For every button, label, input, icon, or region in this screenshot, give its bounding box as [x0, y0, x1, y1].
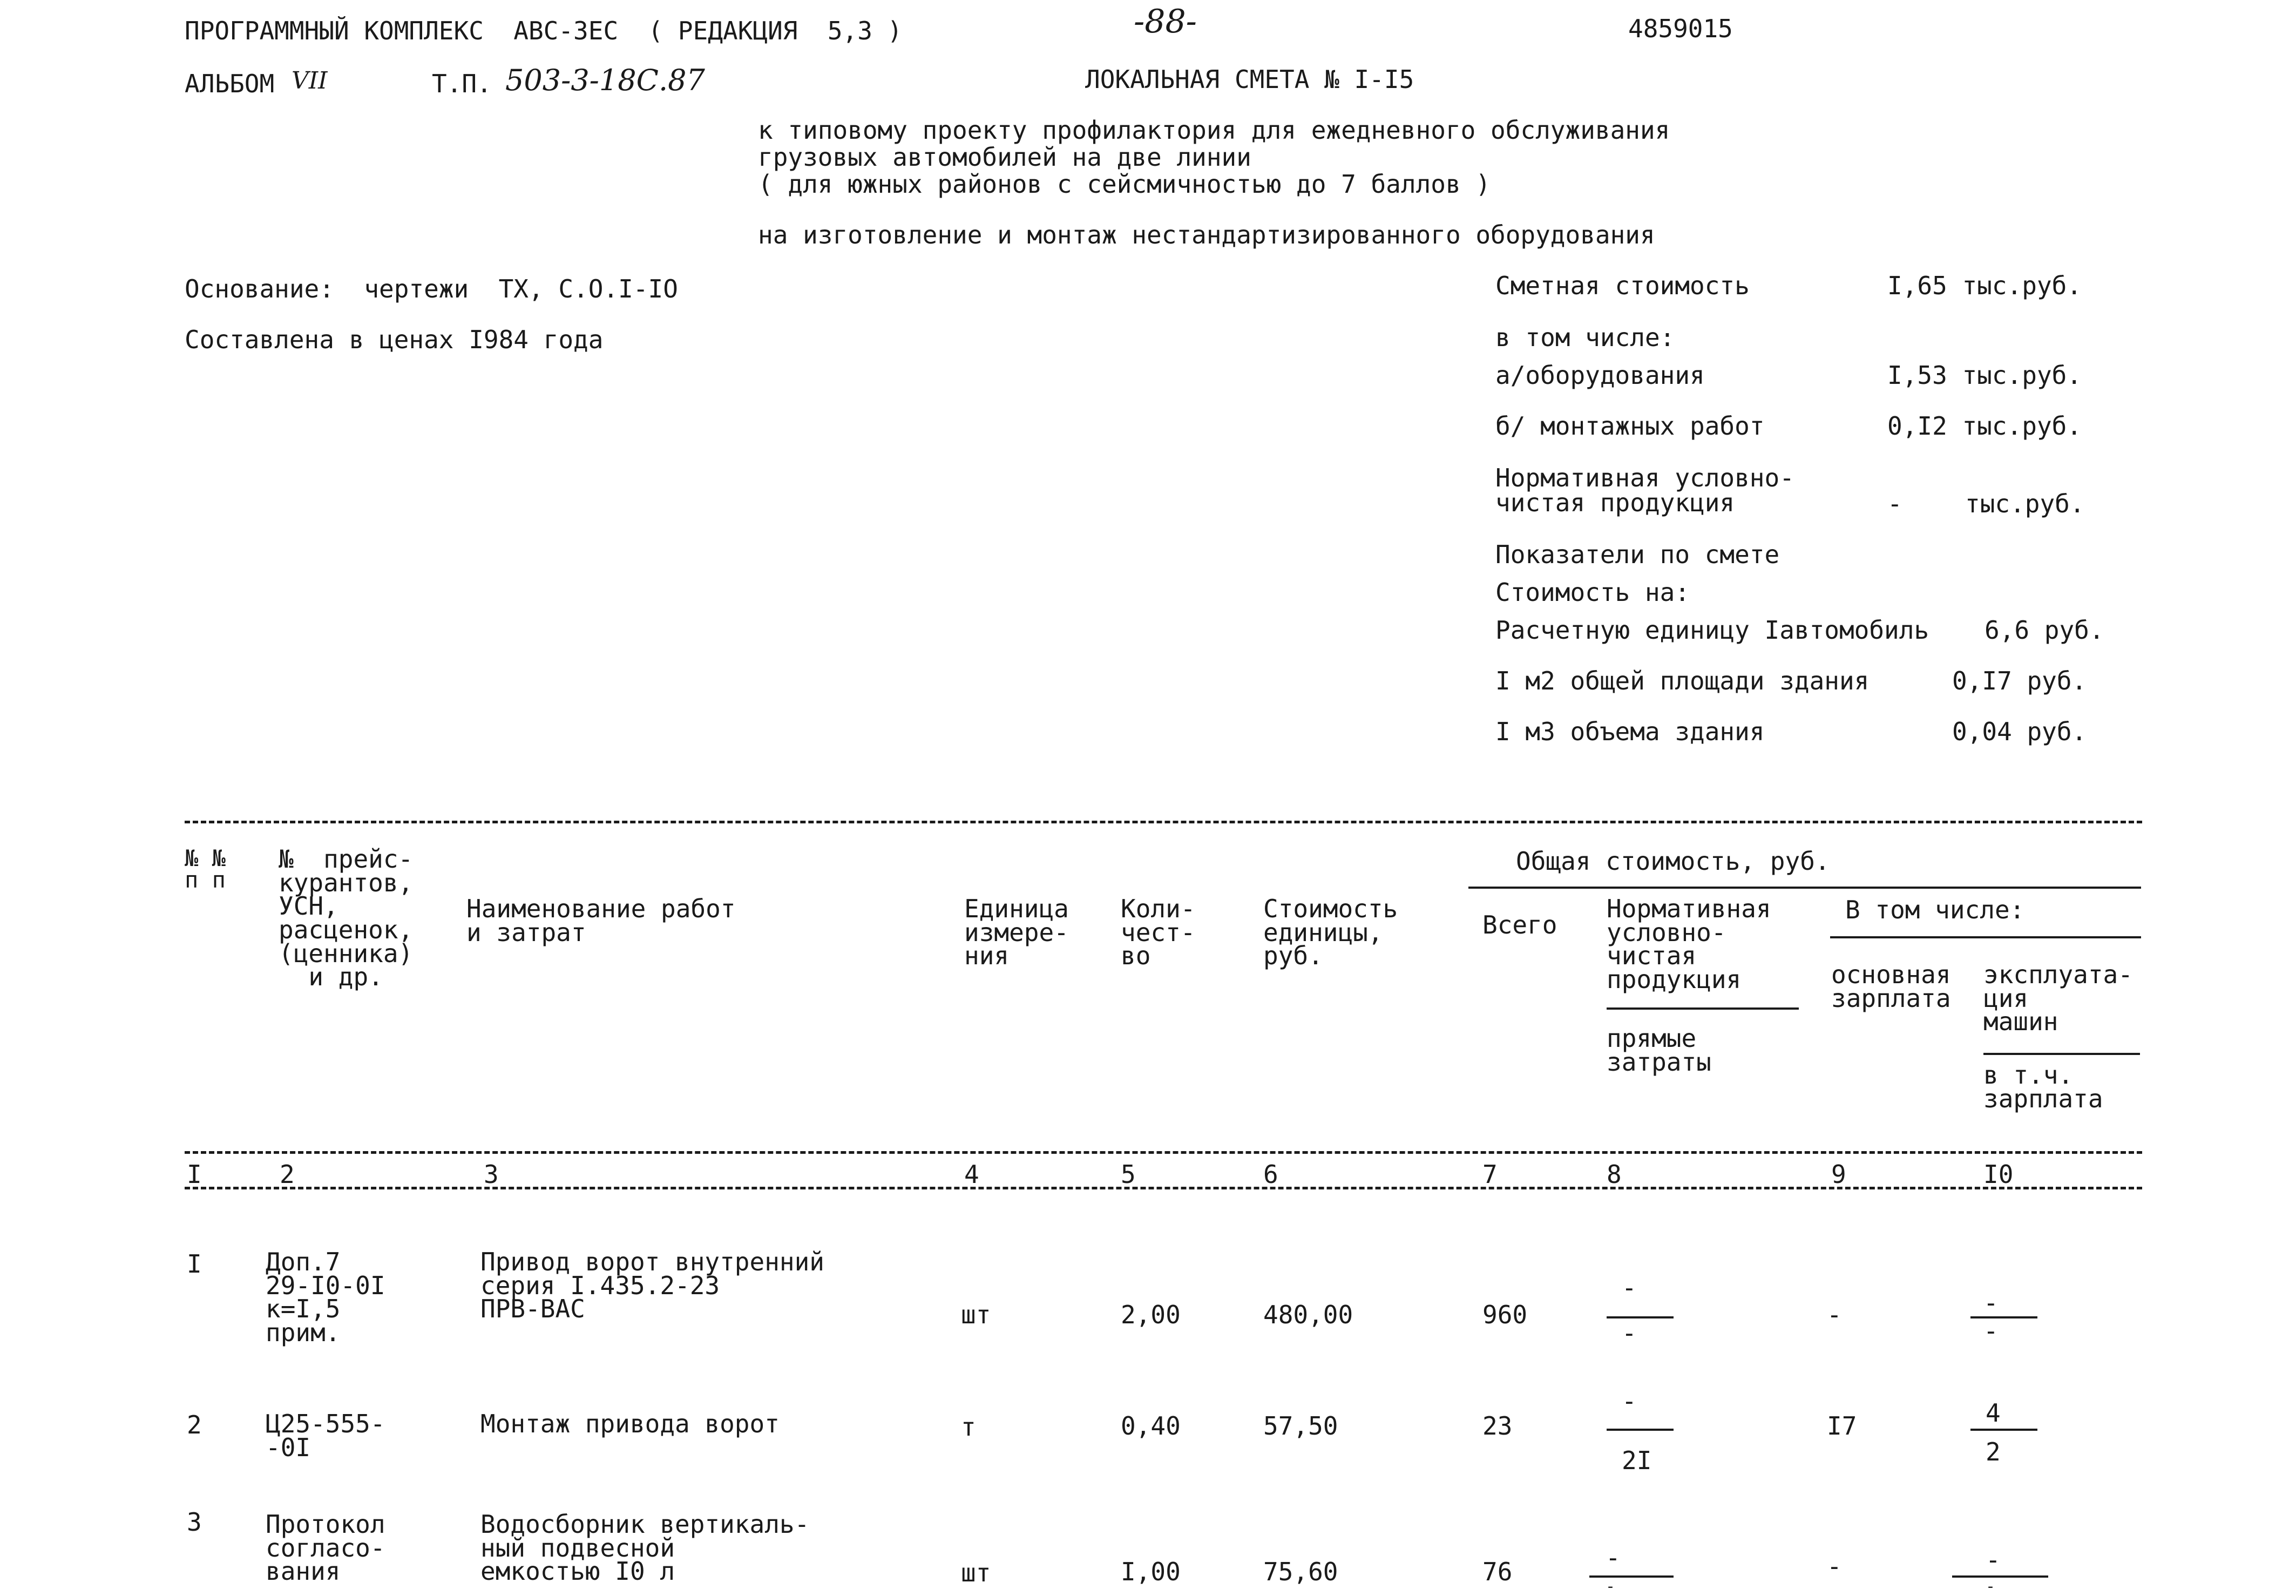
row-total: 23 [1482, 1411, 1513, 1441]
col8b-header: прямые затраты [1607, 1024, 1711, 1077]
row-normative-top: - [1606, 1543, 1621, 1572]
colnum-5: 5 [1121, 1160, 1136, 1189]
subtitle-line-1: к типовому проекту профилактория для ежедневного обслуживания [758, 116, 1670, 145]
row-qty: 0,40 [1121, 1411, 1181, 1441]
col8-header: Нормативная условно- чистая продукция [1607, 894, 1771, 995]
normative-label-1: Нормативная условно- [1495, 463, 1794, 492]
colnum-3: 3 [484, 1160, 499, 1189]
col6-header: Стоимость единицы, руб. [1263, 894, 1398, 971]
colnum-bottom-rule [185, 1187, 2142, 1189]
album-label: АЛЬБОМ [185, 69, 275, 98]
row-normative-top: - [1622, 1387, 1637, 1416]
col7-header: Всего [1482, 910, 1557, 939]
cost-value: I,65 тыс.руб. [1887, 271, 2082, 300]
row-machines-fraction-bar [1952, 1575, 2048, 1578]
per-unit-label: Расчетную единицу Iавтомобиль [1495, 616, 1929, 645]
row-code: Доп.7 29-I0-0I к=I,5 прим. [266, 1247, 385, 1348]
total-cost-header: Общая стоимость, руб. [1516, 847, 1830, 876]
col1-header: № № п п [185, 845, 226, 893]
colnum-1: I [187, 1160, 202, 1189]
row-machines-bottom: 2 [1986, 1437, 2001, 1466]
colnum-2: 2 [280, 1160, 295, 1189]
per-m3-value: 0,04 руб. [1952, 717, 2087, 746]
estimate-title: ЛОКАЛЬНАЯ СМЕТА № I-I5 [1085, 65, 1414, 94]
colnum-8: 8 [1607, 1160, 1622, 1189]
row-qty: 2,00 [1121, 1300, 1181, 1329]
colnum-9: 9 [1831, 1160, 1846, 1189]
row-total: 960 [1482, 1300, 1528, 1329]
per-m2-value: 0,I7 руб. [1952, 666, 2087, 695]
col10-divider [1983, 1053, 2140, 1055]
row-machines-bottom: - [1986, 1577, 1996, 1596]
normative-dash: - [1887, 489, 1902, 518]
colnum-10: I0 [1983, 1160, 2014, 1189]
col10-header: эксплуата- ция машин [1983, 960, 2133, 1037]
row-normative-top: - [1622, 1273, 1637, 1302]
row-total: 76 [1482, 1557, 1513, 1586]
row-name: Водосборник вертикаль- ный подвесной емкостью I0 л [480, 1510, 810, 1586]
basis-foundation: Основание: чертежи ТХ, С.О.I-IО [185, 274, 678, 303]
row-number: 3 [187, 1507, 202, 1537]
row-machines-top: 4 [1986, 1398, 2001, 1428]
indicators-label: Показатели по смете [1495, 540, 1780, 569]
col8-divider [1607, 1007, 1799, 1010]
tp-label: Т.П. [432, 69, 492, 98]
album-number: VII [292, 67, 328, 94]
row-wage: I7 [1827, 1411, 1857, 1441]
row-machines-bottom: - [1983, 1316, 1999, 1345]
row-wage: - [1827, 1552, 1842, 1581]
row-machines-fraction-bar [1970, 1429, 2037, 1431]
row-name: Монтаж привода ворот [480, 1409, 780, 1438]
row-price: 480,00 [1263, 1300, 1353, 1329]
including-label: в том числе: [1495, 323, 1675, 352]
row-unit: шт [961, 1300, 991, 1329]
page-number: -88- [1134, 3, 1197, 40]
colnum-6: 6 [1263, 1160, 1278, 1189]
row-normative-fraction-bar [1607, 1316, 1674, 1318]
row-machines-top: - [1986, 1545, 2001, 1574]
colnum-7: 7 [1482, 1160, 1498, 1189]
colnum-4: 4 [964, 1160, 979, 1189]
including-underline [1830, 936, 2141, 938]
row-number: I [187, 1249, 202, 1279]
mounting-value: 0,I2 тыс.руб. [1887, 411, 2082, 441]
per-unit-value: 6,6 руб. [1985, 616, 2104, 645]
row-wage: - [1827, 1300, 1842, 1329]
row-normative-bottom: - [1606, 1577, 1616, 1596]
program-title: ПРОГРАММНЫЙ КОМПЛЕКС АВС-ЗЕС ( РЕДАКЦИЯ 5,3 ) [185, 16, 903, 45]
including-header: В том числе: [1845, 895, 2025, 924]
row-qty: I,00 [1121, 1557, 1181, 1586]
row-normative-bottom: - [1622, 1318, 1637, 1348]
subtitle-line-2: грузовых автомобилей на две линии [758, 143, 1251, 172]
row-normative-fraction-bar [1607, 1429, 1674, 1431]
row-machines-fraction-bar [1970, 1316, 2037, 1318]
row-name: Привод ворот внутренний серия I.435.2-23 ПРВ-ВАС [480, 1247, 824, 1324]
colnum-top-rule [185, 1151, 2142, 1154]
col4-header: Единица измере- ния [964, 894, 1069, 971]
total-cost-underline [1468, 887, 2141, 889]
equipment-label: а/оборудования [1495, 361, 1705, 390]
row-price: 75,60 [1263, 1557, 1338, 1586]
row-normative-fraction-bar [1589, 1575, 1674, 1578]
per-m3-label: I м3 объема здания [1495, 717, 1765, 746]
per-m2-label: I м2 общей площади здания [1495, 666, 1870, 695]
mounting-label: б/ монтажных работ [1495, 411, 1765, 441]
col9-header: основная зарплата [1831, 960, 1951, 1013]
row-price: 57,50 [1263, 1411, 1338, 1441]
cost-per-label: Стоимость на: [1495, 578, 1690, 607]
row-number: 2 [187, 1410, 202, 1439]
header-top-rule [185, 821, 2142, 823]
row-unit: шт [961, 1558, 991, 1587]
subtitle-line-4: на изготовление и монтаж нестандартизированного оборудования [758, 220, 1655, 249]
normative-unit: тыс.руб. [1965, 489, 2085, 518]
row-code: Ц25-555- -0I [266, 1409, 385, 1462]
col3-header: Наименование работ и затрат [466, 894, 736, 947]
col5-header: Коли- чест- во [1121, 894, 1196, 971]
basis-prices: Составлена в ценах I984 года [185, 325, 604, 354]
col10b-header: в т.ч. зарплата [1983, 1060, 2103, 1113]
col2-header: № прейс- курантов, УСН, расценок, (ценника) и др. [279, 844, 414, 992]
row-machines-top: - [1983, 1288, 1999, 1317]
cost-label: Сметная стоимость [1495, 271, 1750, 300]
equipment-value: I,53 тыс.руб. [1887, 361, 2082, 390]
subtitle-line-3: ( для южных районов с сейсмичностью до 7 баллов ) [758, 170, 1491, 199]
tp-number: 503-3-18С.87 [505, 63, 705, 97]
row-normative-bottom: 2I [1622, 1446, 1652, 1475]
row-unit: т [961, 1412, 976, 1442]
normative-label-2: чистая продукция [1495, 488, 1735, 517]
document-number: 4859015 [1628, 14, 1733, 43]
row-code: Протокол согласо- вания [266, 1510, 385, 1586]
